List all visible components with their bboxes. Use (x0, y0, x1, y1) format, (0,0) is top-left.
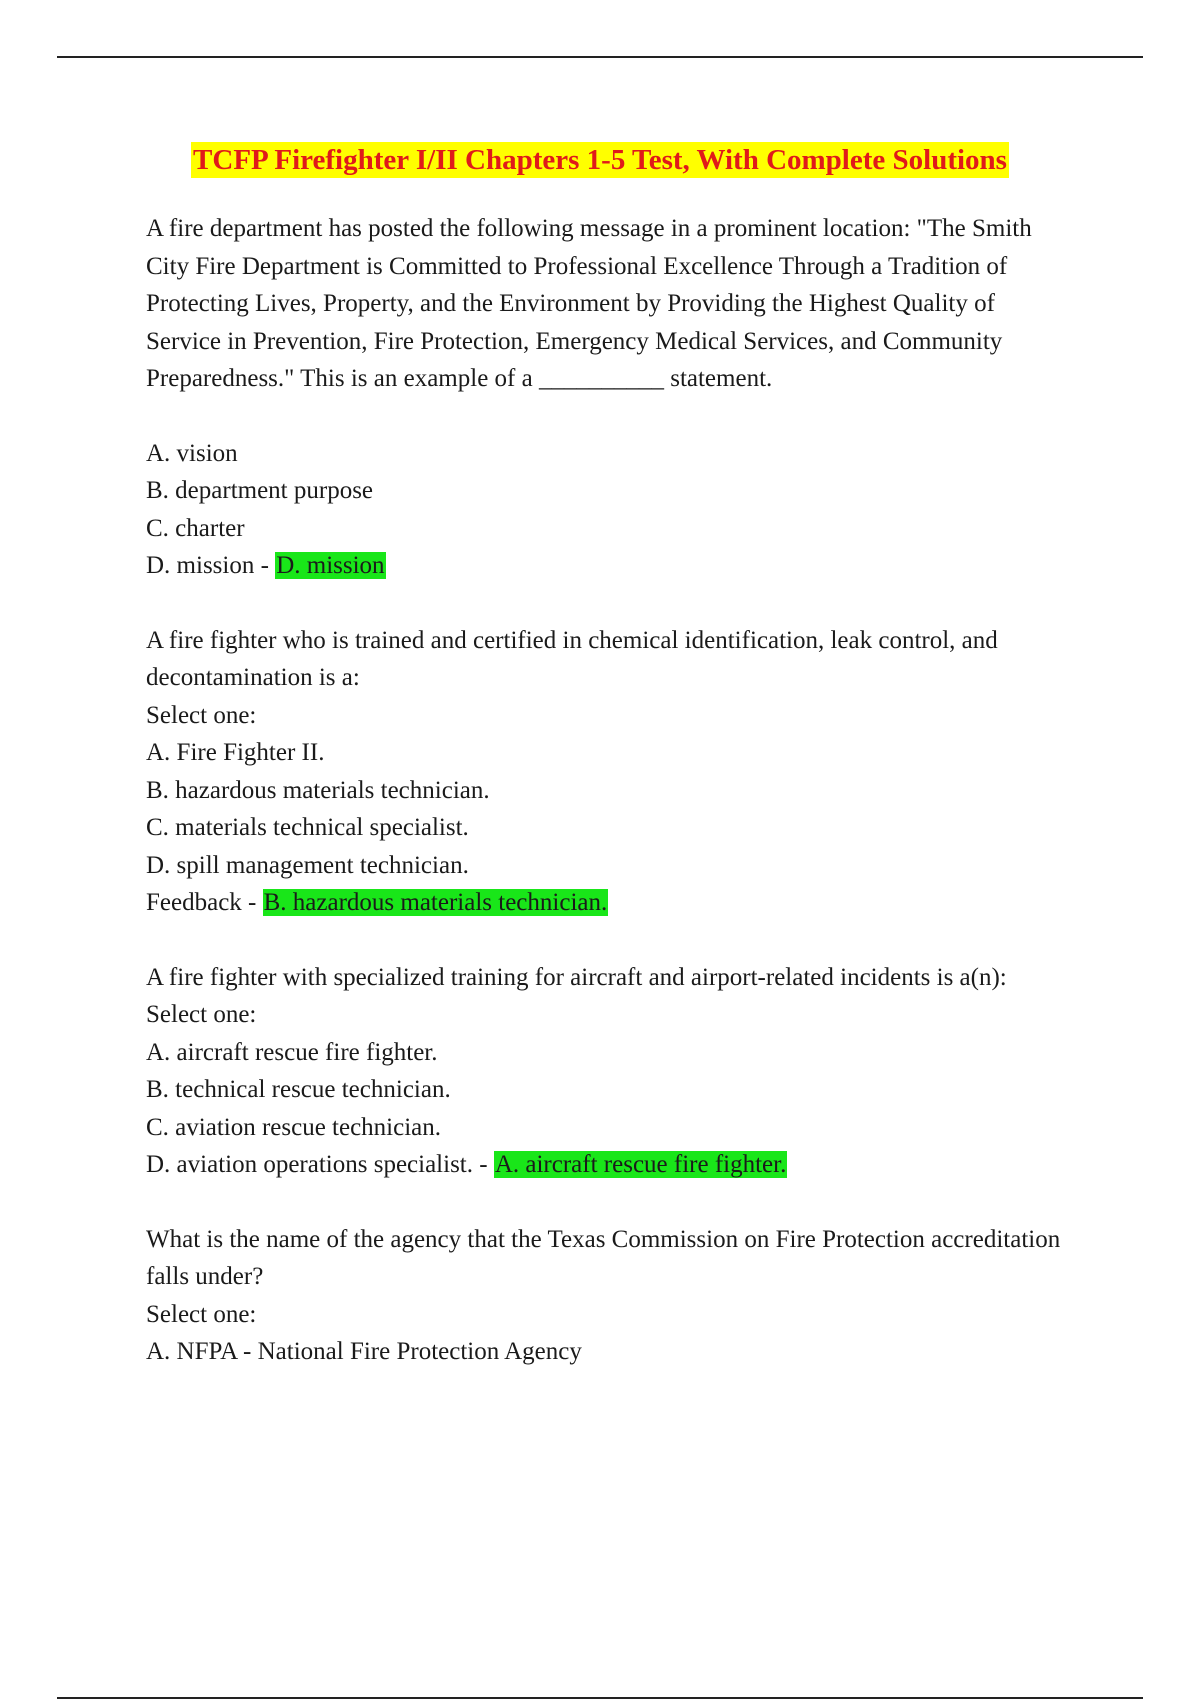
highlighted-answer: A. aircraft rescue fire fighter. (494, 1151, 787, 1178)
option-a: A. NFPA - National Fire Protection Agency (146, 1338, 582, 1365)
title-block (0, 142, 1200, 178)
select-one-label: Select one: (146, 1001, 257, 1028)
question-prompt: A fire fighter who is trained and certified in chemical identification, leak control, and decontamination is a: (146, 626, 998, 691)
option-a: A. vision (146, 439, 238, 467)
option-a: A. Fire Fighter II. (146, 739, 325, 766)
option-c: C. aviation rescue technician. (146, 1113, 442, 1141)
question-prompt: What is the name of the agency that the Texas Commission on Fire Protection accreditation falls under? (146, 1225, 1061, 1290)
option-c: C. materials technical specialist. (146, 814, 469, 841)
select-one-label: Select one: (146, 1300, 257, 1328)
question-prompt: A fire department has posted the following message in a prominent location: "The Smith City Fire Department is Committed to Professional Excellence Through a Tradition of Protecting Lives, Property, and the Environment by Providing the Highest Quality of Service in Prevention, Fire Protection, Emergency Medical Services, and Community Preparedness." This is an example of a __________ statement. (146, 215, 1032, 392)
highlighted-answer: D. mission (276, 552, 385, 579)
option-d: D. aviation operations specialist. - (146, 1151, 488, 1178)
option-b: B. hazardous materials technician. (146, 776, 490, 804)
question-prompt: A fire fighter with specialized training for aircraft and airport-related incidents is a(n): (146, 963, 1007, 991)
question-3 (146, 959, 1076, 1184)
option-d-line (146, 547, 1076, 585)
feedback-line (146, 884, 1076, 922)
option-d-line (146, 1146, 1076, 1184)
question-4 (146, 1221, 1076, 1371)
spacer (146, 585, 1076, 622)
select-one-label: Select one: (146, 701, 257, 729)
question-2 (146, 622, 1076, 922)
spacer (146, 1184, 1076, 1221)
option-d: D. spill management technician. (146, 851, 469, 879)
spacer (146, 398, 1076, 435)
question-1 (146, 210, 1076, 585)
document-title: TCFP Firefighter I/II Chapters 1-5 Test, With Complete Solutions (193, 144, 1007, 176)
option-a: A. aircraft rescue fire fighter. (146, 1038, 438, 1066)
top-rule (57, 56, 1143, 58)
option-b: B. technical rescue technician. (146, 1076, 451, 1103)
bottom-rule (57, 1697, 1143, 1699)
option-d: D. mission - (146, 552, 269, 579)
option-c: C. charter (146, 514, 245, 542)
option-b: B. department purpose (146, 477, 374, 504)
feedback-label: Feedback - (146, 889, 257, 916)
highlighted-answer: B. hazardous materials technician. (263, 889, 608, 916)
document-body (146, 210, 1076, 1371)
spacer (146, 922, 1076, 959)
